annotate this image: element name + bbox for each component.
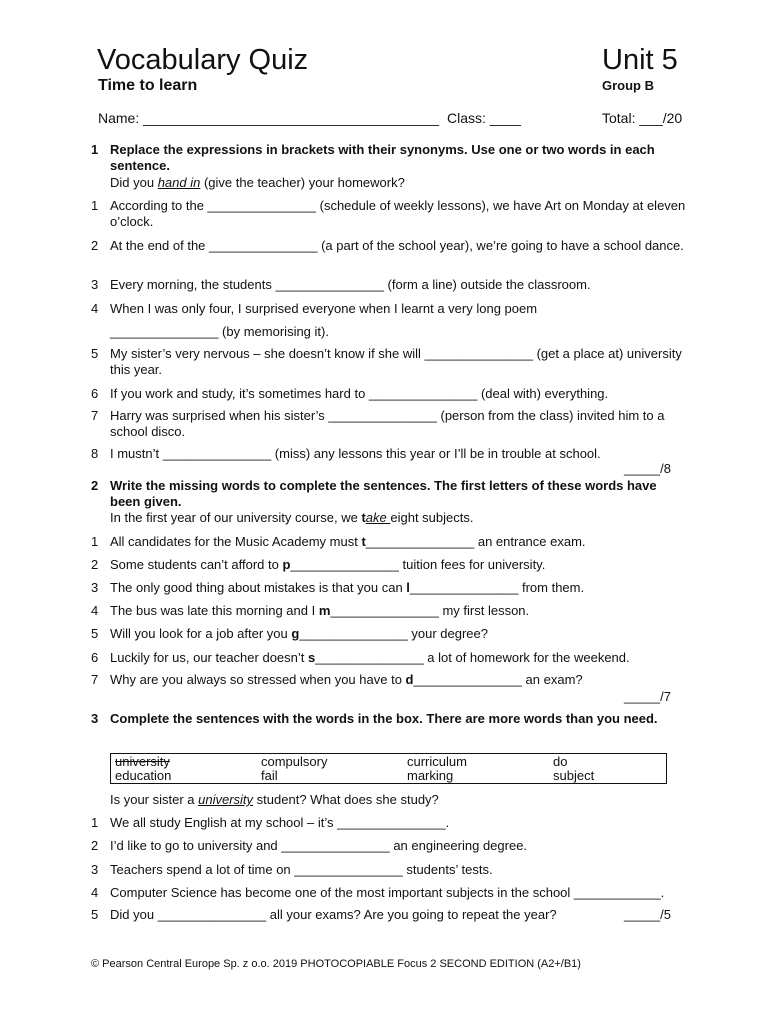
section-1-instruction: Replace the expressions in brackets with their synonyms. Use one or two words in each sentence. bbox=[110, 142, 655, 173]
section-2-number: 2 bbox=[91, 478, 99, 493]
section-3-example: Is your sister a university student? What does she study? bbox=[110, 792, 439, 807]
quiz-title: Vocabulary Quiz bbox=[97, 44, 309, 76]
quiz-subtitle: Time to learn bbox=[98, 77, 198, 94]
unit-label: Unit 5 bbox=[602, 44, 678, 76]
total-score: Total: ___/20 bbox=[602, 110, 683, 126]
section-2-score: _____/7 bbox=[624, 689, 671, 704]
section-2-example: In the first year of our university course, we take eight subjects. bbox=[110, 510, 474, 525]
word-box-item: education bbox=[115, 768, 172, 783]
section-3-instruction: Complete the sentences with the words in the box. There are more words than you need. bbox=[110, 711, 658, 726]
class-field[interactable]: Class: ____ bbox=[447, 110, 521, 126]
section-1-score: _____/8 bbox=[624, 461, 671, 476]
name-field[interactable]: Name: ______________________________________ bbox=[98, 110, 439, 126]
word-box-item: marking bbox=[407, 768, 454, 783]
word-box-item: curriculum bbox=[407, 754, 467, 769]
section-1-example: Did you hand in (give the teacher) your homework? bbox=[110, 175, 405, 190]
section-3-score: _____/5 bbox=[624, 907, 671, 922]
word-box-item: university bbox=[115, 754, 170, 769]
word-box-item: subject bbox=[553, 768, 595, 783]
section-1-number: 1 bbox=[91, 142, 99, 157]
word-box-item: fail bbox=[261, 768, 278, 783]
word-box-item: compulsory bbox=[261, 754, 328, 769]
word-box bbox=[110, 753, 667, 784]
example-answer: university bbox=[198, 792, 254, 807]
word-box-item: do bbox=[553, 754, 568, 769]
footer-copyright: © Pearson Central Europe Sp. z o.o. 2019 PHOTOCOPIABLE Focus 2 SECOND EDITION (A2+/B1) bbox=[91, 958, 581, 970]
group-label: Group B bbox=[602, 78, 654, 93]
example-answer: hand in bbox=[157, 175, 201, 190]
example-answer: ake bbox=[365, 510, 391, 525]
section-2-instruction: Write the missing words to complete the sentences. The first letters of these words have been given. bbox=[110, 478, 657, 509]
section-3-number: 3 bbox=[91, 711, 99, 726]
